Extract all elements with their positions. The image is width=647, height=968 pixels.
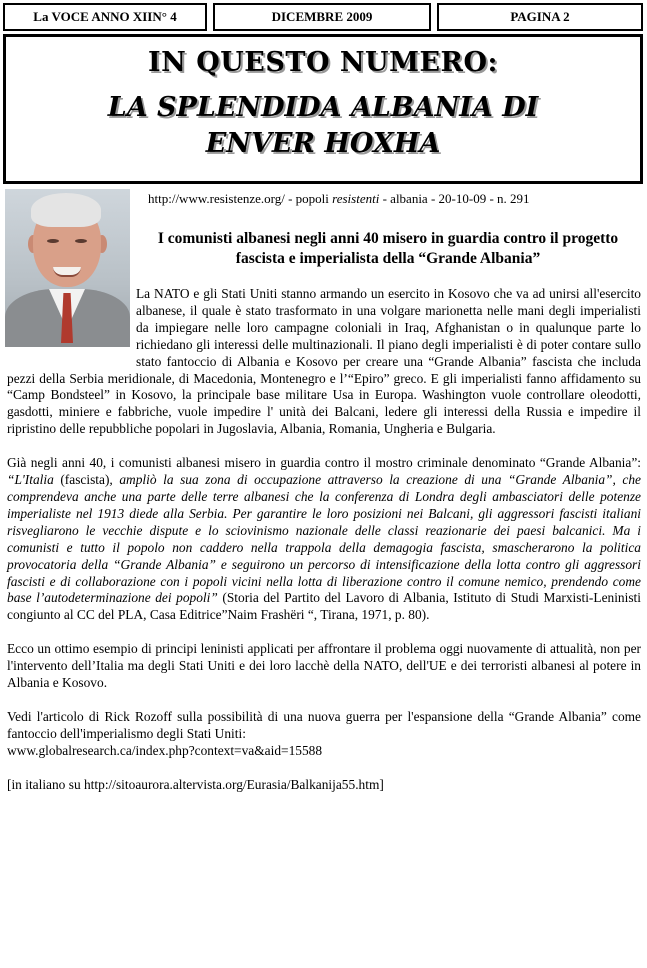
issue-label [3, 3, 207, 31]
title-box [3, 34, 643, 184]
globalresearch-link[interactable]: www.globalresearch.ca/index.php?context=va&aid=15588 [7, 742, 323, 758]
feature-title [6, 90, 640, 162]
page-number: PAGINA 2 [437, 3, 643, 31]
section-title: IN QUESTO NUMERO: [148, 47, 498, 78]
paragraph-2: Già negli anni 40, i comunisti albanesi misero in guardia contro il mostro criminale denominato “Grande Albania”: “L'Italia (fascista), ampliò la sua zona di occupazione attraverso la creazione di una “Grande Albania”, che comprendeva anche una parte delle terre albanesi che la conferenza di Londra degli ambasciatori delle potenze imperialiste nel 1913 diede alla Serbia. Per garantire le loro posizioni nei Balcani, gli aggressori fascisti italiani risvegliarono le vecchie dispute e lo sciovinismo nazionale delle classi reazionarie dei paesi balcanici. Ma i comunisti e tutto il popolo non caddero nella trappola della demagogia fascista, smascherarono la politica provocatoria della “Grande Albania” e seguirono un percorso di intensificazione della lotta contro gli aggressori fascisti e di collaborazione con i popoli vicini nella lotta di liberazione contro il comune nemico, prendendo come base l’autodeterminazione dei popoli” (Storia del Partito del Lavoro di Albania, Istituto di Studi Marxisti-Leninisti congiunto al CC del PLA, Casa Editrice”Naim Frashëri “, Tirana, 1971, p. 80). [7, 455, 641, 623]
source-line: http://www.resistenze.org/ - popoli resistenti - albania - 20-10-09 - n. 291 [148, 191, 530, 206]
source-url[interactable]: http://www.resistenze.org/ [148, 191, 285, 206]
paragraph-3: Ecco un ottimo esempio di principi leninisti applicati per affrontare il problema oggi nuovamente di attualità, non per l'intervento dell’Italia ma degli Stati Uniti e dei loro lacchè della NATO, dell'UE e dei terroristi albanesi al potere in Albania e Kosovo. [7, 641, 641, 691]
issue-date: DICEMBRE 2009 [213, 3, 431, 31]
paragraph-1: La NATO e gli Stati Uniti stanno armando un esercito in Kosovo che va ad unirsi all'esercito albanese, il quale è stato trasformato in una volgare marionetta nelle mani degli imperialisti da impiegare nelle loro campagne coloniali in Iraq, Afghanistan o in qualunque parte lo richiedano gli interessi delle multinazionali. Il piano degli imperialisti è di poter contare sullo stato fantoccio di Albania e Kosovo per creare una “Grande Albania” fascista che includa pezzi della Serbia meridionale, di Macedonia, Montenegro e l’“Epiro” greco. E gli imperialisti fanno affidamento su “Camp Bondsteel” in Kosovo, la principale base militare Usa in Europa. Washington vuole controllare oleodotti, gasdotti, miniere e fabbriche, vuole impedire l' unità dei Balcani, ledere gli interessi della Russia e impedire il ripristino delle repubbliche popolari in Jugoslavia, Albania, Romania, Ungheria e Bulgaria. [7, 286, 641, 437]
feature-title-line2: ENVER HOXHA [205, 128, 441, 159]
feature-title-line1: LA SPLENDIDA ALBANIA DI [107, 92, 539, 123]
source-italic: resistenti [332, 191, 380, 206]
article-headline: I comunisti albanesi negli anni 40 misero in guardia contro il progetto fascista e imperialista della “Grande Albania” [157, 230, 619, 267]
paragraph-4: Vedi l'articolo di Rick Rozoff sulla possibilità di una nuova guerra per l'espansione della “Grande Albania” come fantoccio dell'imperialismo degli Stati Uniti: www.globalresearch.ca/index.php?context=va&aid=15588 [7, 708, 641, 758]
paragraph-5: [in italiano su http://sitoaurora.altervista.org/Eurasia/Balkanija55.htm] [7, 776, 384, 792]
article-body [7, 286, 641, 811]
issue-prefix: La VOCE ANNO XII [33, 9, 153, 24]
issue-number: N° 4 [152, 9, 177, 24]
